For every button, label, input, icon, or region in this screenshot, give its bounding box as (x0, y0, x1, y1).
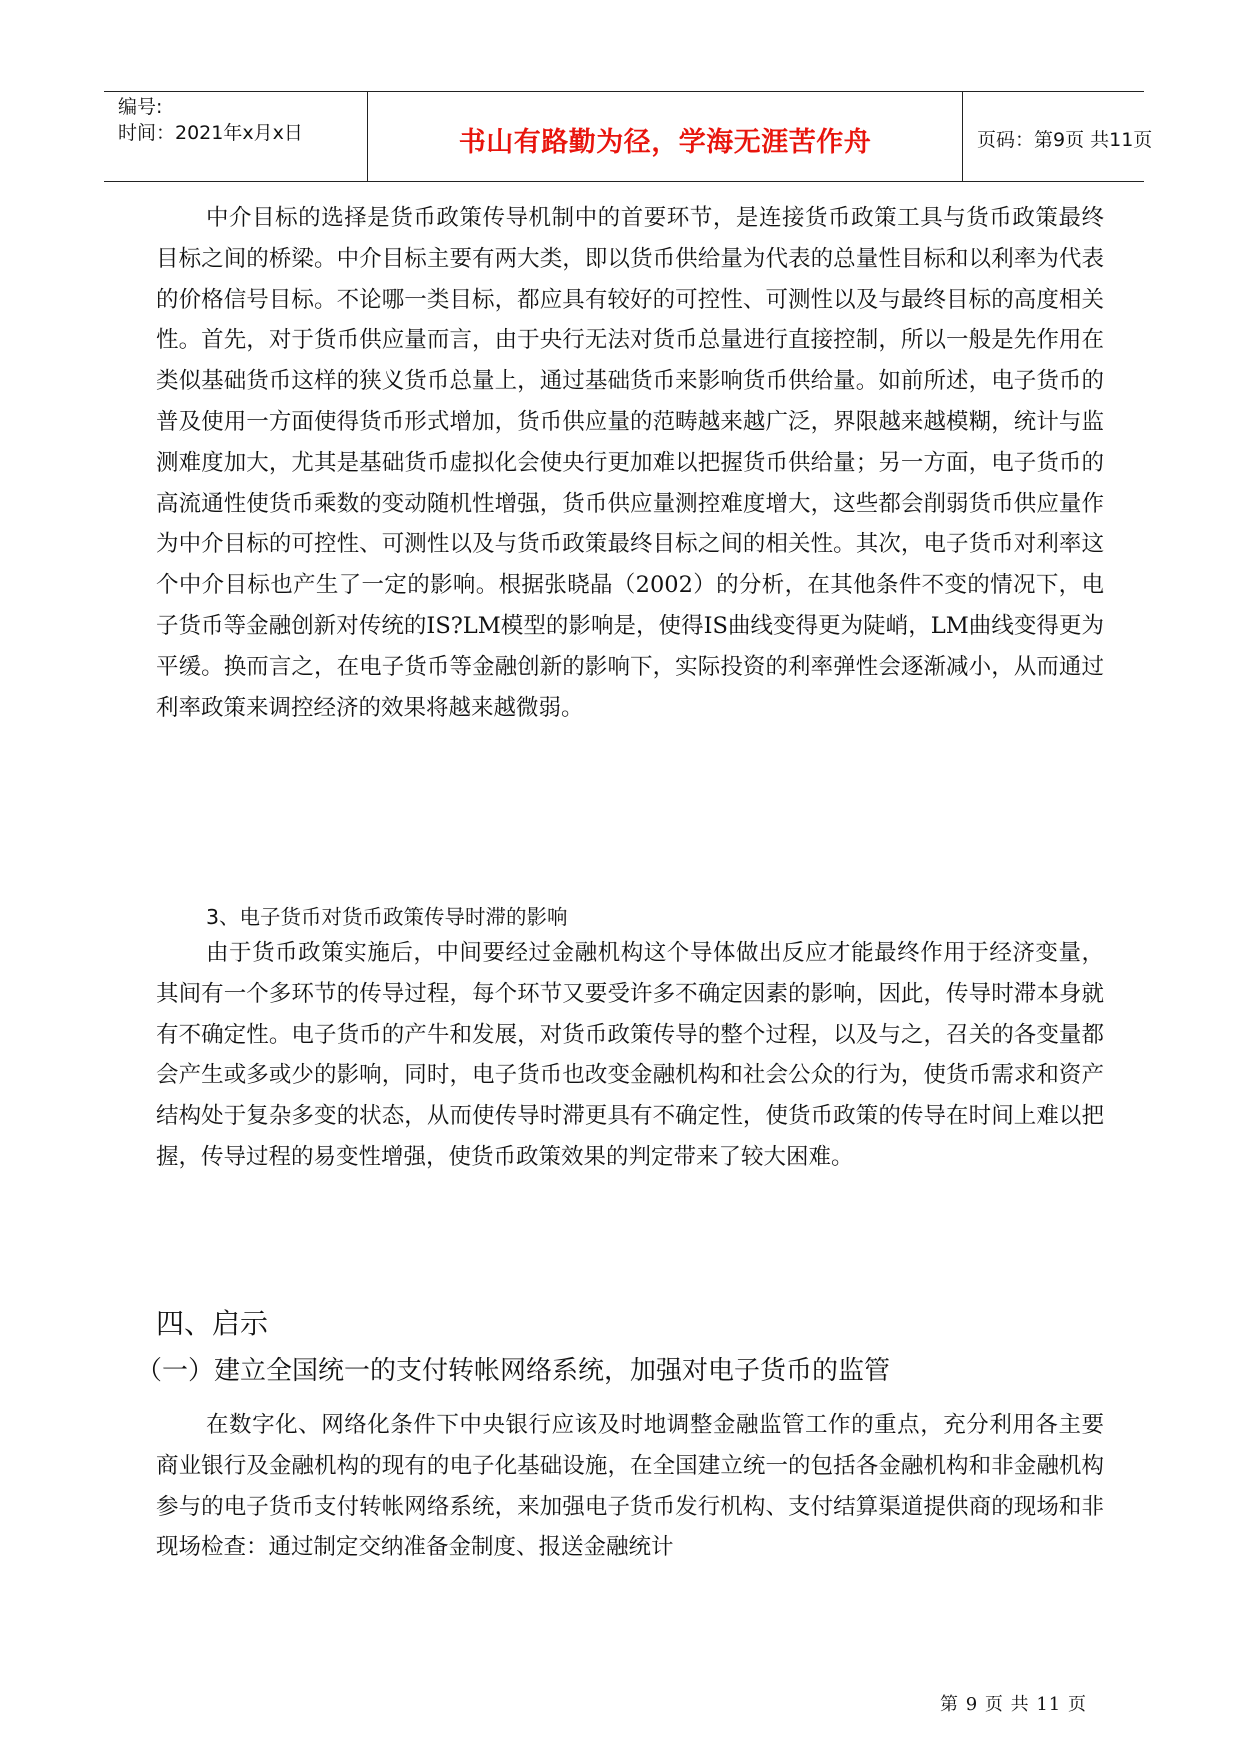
header-motto: 书山有路勤为径，学海无涯苦作舟 (458, 127, 872, 158)
page-header (104, 91, 1153, 182)
header-info-cell (104, 92, 368, 181)
paragraph-payment-network: 在数字化、网络化条件下中央银行应该及时地调整金融监管工作的重点，充分利用各主要商业银行及金融机构的现有的电子化基础设施，在全国建立统一的包括各金融机构和非金融机构参与的电子货币支付转帐网络系统，来加强电子货币发行机构、支付结算渠道提供商的现场和非现场检查：通过制定交纳准备金制度、报送金融统计 (156, 1412, 1104, 1561)
document-number-label: 编号: (118, 96, 163, 118)
header-page-cell (963, 92, 1153, 181)
subheading-transmission-lag: 3、电子货币对货币政策传导时滞的影响 (206, 905, 568, 929)
subsection-heading-payment-network: （一）建立全国统一的支付转帐网络系统，加强对电子货币的监管 (136, 1356, 891, 1386)
paragraph-intermediate-target: 中介目标的选择是货币政策传导机制中的首要环节，是连接货币政策工具与货币政策最终目标之间的桥梁。中介目标主要有两大类，即以货币供给量为代表的总量性目标和以利率为代表的价格信号目标。不论哪一类目标，都应具有较好的可控性、可测性以及与最终目标的高度相关性。首先，对于货币供应量而言，由于央行无法对货币总量进行直接控制，所以一般是先作用在类似基础货币这样的狭义货币总量上，通过基础货币来影响货币供给量。如前所述，电子货币的普及使用一方面使得货币形式增加，货币供应量的范畴越来越广泛，界限越来越模糊，统计与监测难度加大，尤其是基础货币虚拟化会使央行更加难以把握货币供给量；另一方面，电子货币的高流通性使货币乘数的变动随机性增强，货币供应量测控难度增大，这些都会削弱货币供应量作为中介目标的可控性、可测性以及与货币政策最终目标之间的相关性。其次，电子货币对利率这个中介目标也产生了一定的影响。根据张晓晶（2002）的分析，在其他条件不变的情况下，电子货币等金融创新对传统的IS?LM模型的影响是，使得IS曲线变得更为陡峭，LM曲线变得更为平缓。换而言之，在电子货币等金融创新的影响下，实际投资的利率弹性会逐渐减小，从而通过利率政策来调控经济的效果将越来越微弱。 (156, 205, 1104, 721)
header-page-code: 页码：第9页 共11页 (977, 129, 1153, 151)
header-motto-cell (368, 92, 963, 181)
document-time-label: 时间：2021年x月x日 (118, 122, 303, 144)
page-footer: 第 9 页 共 11 页 (940, 1694, 1087, 1715)
section-heading-insights: 四、启示 (156, 1307, 269, 1340)
paragraph-transmission-lag: 由于货币政策实施后，中间要经过金融机构这个导体做出反应才能最终作用于经济变量，其间有一个多环节的传导过程，每个环节又要受许多不确定因素的影响，因此，传导时滞本身就有不确定性。电子货币的产牛和发展，对货币政策传导的整个过程，以及与之，召关的各变量都会产生或多或少的影响，同时，电子货币也改变金融机构和社会公众的行为，使货币需求和资产结构处于复杂多变的状态，从而使传导时滞更具有不确定性，使货币政策的传导在时间上难以把握，传导过程的易变性增强，使货币政策效果的判定带来了较大困难。 (156, 940, 1104, 1170)
